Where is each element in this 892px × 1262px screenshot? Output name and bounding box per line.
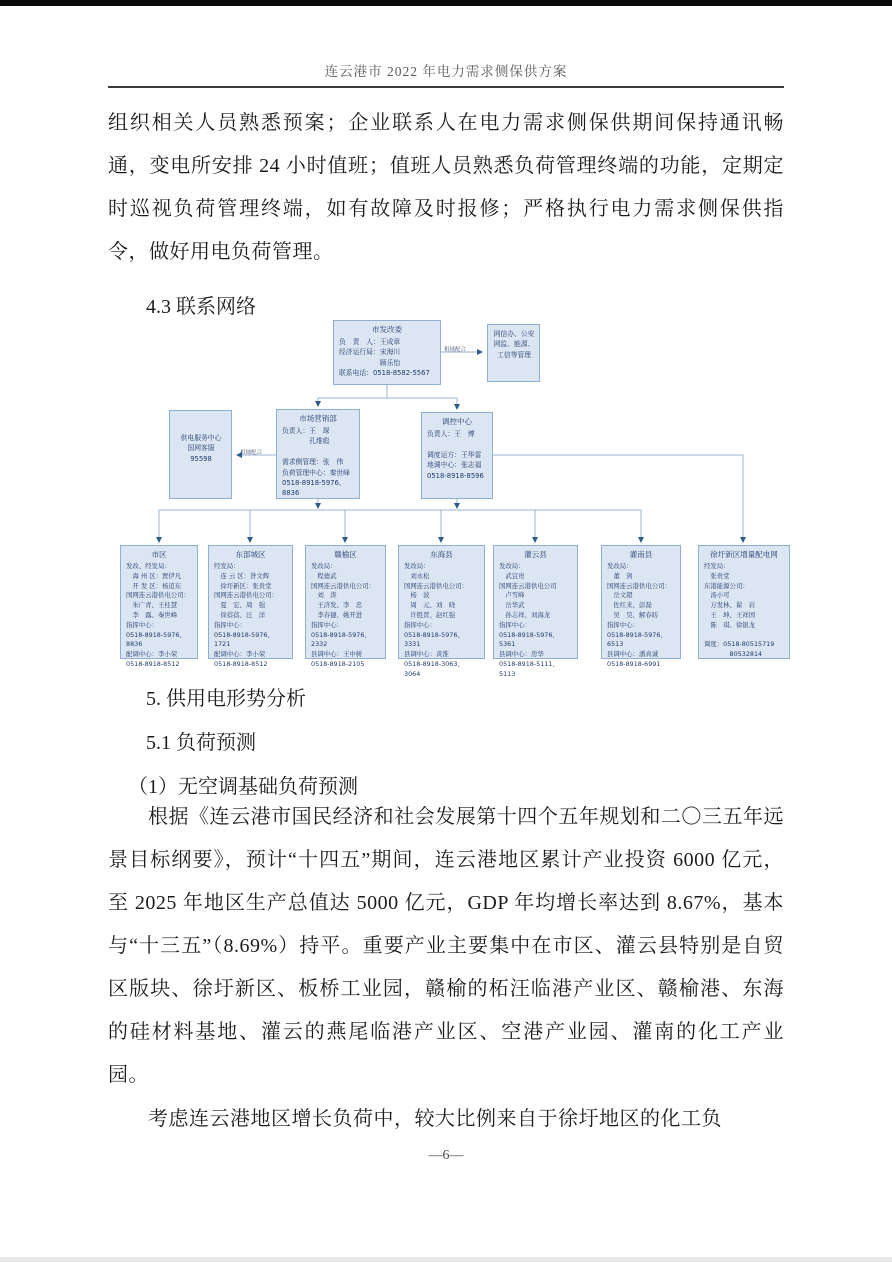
org-box-lines: 发改局： 刘永松 国网连云港供电公司： 杨 波 周 元、刘 晓 许胜贤、赵红强 指挥中心： 0518-8918-5976、3331 县调中心：黄淮 0518-8918-3063、3064 bbox=[404, 562, 468, 678]
org-box-lines: 发改、经发局： 海 州 区：贾伊凡 开 发 区：杨迢东 国网连云港供电公司： 朱广青、王桂慧 李 露、秦世峰 指挥中心： 0518-8918-5976、8836 配调中心：李小荣 0518-8918-8512 bbox=[126, 562, 190, 668]
org-box-district-xuwei bbox=[698, 545, 790, 659]
org-box-development-commission bbox=[333, 320, 441, 385]
arrow-label-coordination: 相辅配合 bbox=[444, 347, 467, 353]
org-box-title: 市发改委 bbox=[372, 325, 402, 334]
org-box-lines: 发改局： 程德武 国网连云港供电公司： 刘 涛 王济发、李 忠 李春捷、姚开进 指挥中心： 0518-8918-5976、2332 县调中心：王中树 0518-8918-2105 bbox=[311, 562, 375, 668]
org-box-lines: 经发局： 张贵堂 东港能源公司： 汤小可 万发林、翟 岩 王 坤、王祥国 陈 琪、徐银龙 调度：0518-80515719 80532814 bbox=[704, 562, 775, 659]
org-box-lines: 网信办、公安 网监、能源、 工信等管理 bbox=[493, 330, 535, 359]
section-heading-4-3: 4.3 联系网络 bbox=[146, 296, 256, 318]
org-box-title: 灌云县 bbox=[524, 550, 547, 559]
section-heading-5-1: 5.1 负荷预测 bbox=[146, 732, 256, 754]
org-box-district-donghai bbox=[398, 545, 485, 678]
org-box-title: 灌南县 bbox=[629, 550, 653, 559]
page-header-title: 连云港市 2022 年电力需求侧保供方案 bbox=[324, 64, 568, 79]
org-box-district-ganyu bbox=[305, 545, 386, 668]
org-box-district-shiqu bbox=[120, 545, 198, 668]
org-box-district-guannan bbox=[601, 545, 681, 668]
org-box-title: 徐圩新区增量配电网 bbox=[710, 550, 778, 559]
org-box-title: 市区 bbox=[151, 550, 167, 559]
org-box-district-dongbu bbox=[208, 545, 293, 668]
section-heading-5-1-1: （1）无空调基础负荷预测 bbox=[128, 776, 358, 798]
org-box-lines: 发改局： 武宜贵 国网连云港供电公司 卢雪峰 岳华武 孙志祥、刘海龙 指挥中心： 0518-8918-5976、5361 县调中心：房华 0518-8918-5111、5113 bbox=[499, 562, 559, 678]
org-box-title: 赣榆区 bbox=[334, 550, 357, 559]
org-box-district-guanyun bbox=[493, 545, 578, 678]
org-box-lines: 发改局： 董 剑 国网连云港供电公司： 岳文超 佐红来、彭磊 吴 昊、解春昉 指挥中心： 0518-8918-5976、6513 县调中心：潘真诚 0518-8918-6991 bbox=[607, 562, 671, 668]
org-box-power-service-center bbox=[169, 410, 232, 499]
page-number: —6— bbox=[428, 1148, 464, 1163]
org-box-title: 东部城区 bbox=[235, 550, 266, 559]
org-box-title: 调控中心 bbox=[442, 417, 472, 426]
org-box-title: 市场营销部 bbox=[299, 414, 337, 423]
section-heading-5: 5. 供用电形势分析 bbox=[146, 688, 306, 710]
org-box-lines: 负责人：王 琛 孔维彪 需求侧管理：张 伟 负荷管理中心：秦世峰 0518-8918-5976、8836 bbox=[282, 427, 350, 498]
contact-network-diagram bbox=[0, 316, 892, 678]
org-box-lines: 经发局： 连 云 区：昝文辉 徐圩新区：张贵堂 国网连云港供电公司： 夏 宏、周 强 徐蓓蓓、汪 洋 指挥中心： 0518-8918-5976、1721 配调中心：李小荣 0518-8918-8512 bbox=[214, 562, 278, 668]
org-box-marketing-dept bbox=[276, 409, 360, 499]
header-divider bbox=[108, 86, 784, 88]
org-box-lines: 供电服务中心 国网客服 95598 bbox=[180, 434, 222, 463]
org-box-title: 东海县 bbox=[430, 550, 453, 559]
arrow-label-service: 相辅配合 bbox=[240, 450, 263, 456]
paragraph: 根据《连云港市国民经济和社会发展第十四个五年规划和二〇三五年远景目标纲要》，预计“十四五”期间，连云港地区累计产业投资 6000 亿元，至 2025 年地区生产总值达 5000 亿元，GDP 年均增长率达到 8.67%，基本与“十三五”（8.69%）持平。重要产业主要集中在市区、灌云县特别是自贸区版块、徐圩新区、板桥工业园，赣榆的柘汪临港产业区、赣榆港、东海的硅材料基地、灌云的燕尾临港产业区、空港产业园、灌南的化工产业园。 bbox=[108, 806, 784, 1086]
paragraph: 考虑连云港地区增长负荷中，较大比例来自于徐圩地区的化工负 bbox=[148, 1108, 722, 1130]
org-box-lines: 负 责 人：王成章 经济运行局：宋海川 顾乐怡 联系电话：0518-8582-5567 bbox=[339, 338, 430, 378]
page-top-border bbox=[0, 0, 892, 6]
paragraph: 组织相关人员熟悉预案；企业联系人在电力需求侧保供期间保持通讯畅通，变电所安排 24 小时值班；值班人员熟悉负荷管理终端的功能，定期定时巡视负荷管理终端，如有故障及时报修；严格执行电力需求侧保供指令，做好用电负荷管理。 bbox=[108, 112, 784, 263]
page-bottom-edge bbox=[0, 1257, 892, 1262]
org-box-dispatch-center bbox=[421, 412, 493, 499]
org-box-coordination-depts bbox=[487, 324, 540, 382]
org-box-lines: 负责人：王 博 调度运方：王华雷 地调中心：张志福 0518-8918-8596 bbox=[427, 430, 484, 480]
